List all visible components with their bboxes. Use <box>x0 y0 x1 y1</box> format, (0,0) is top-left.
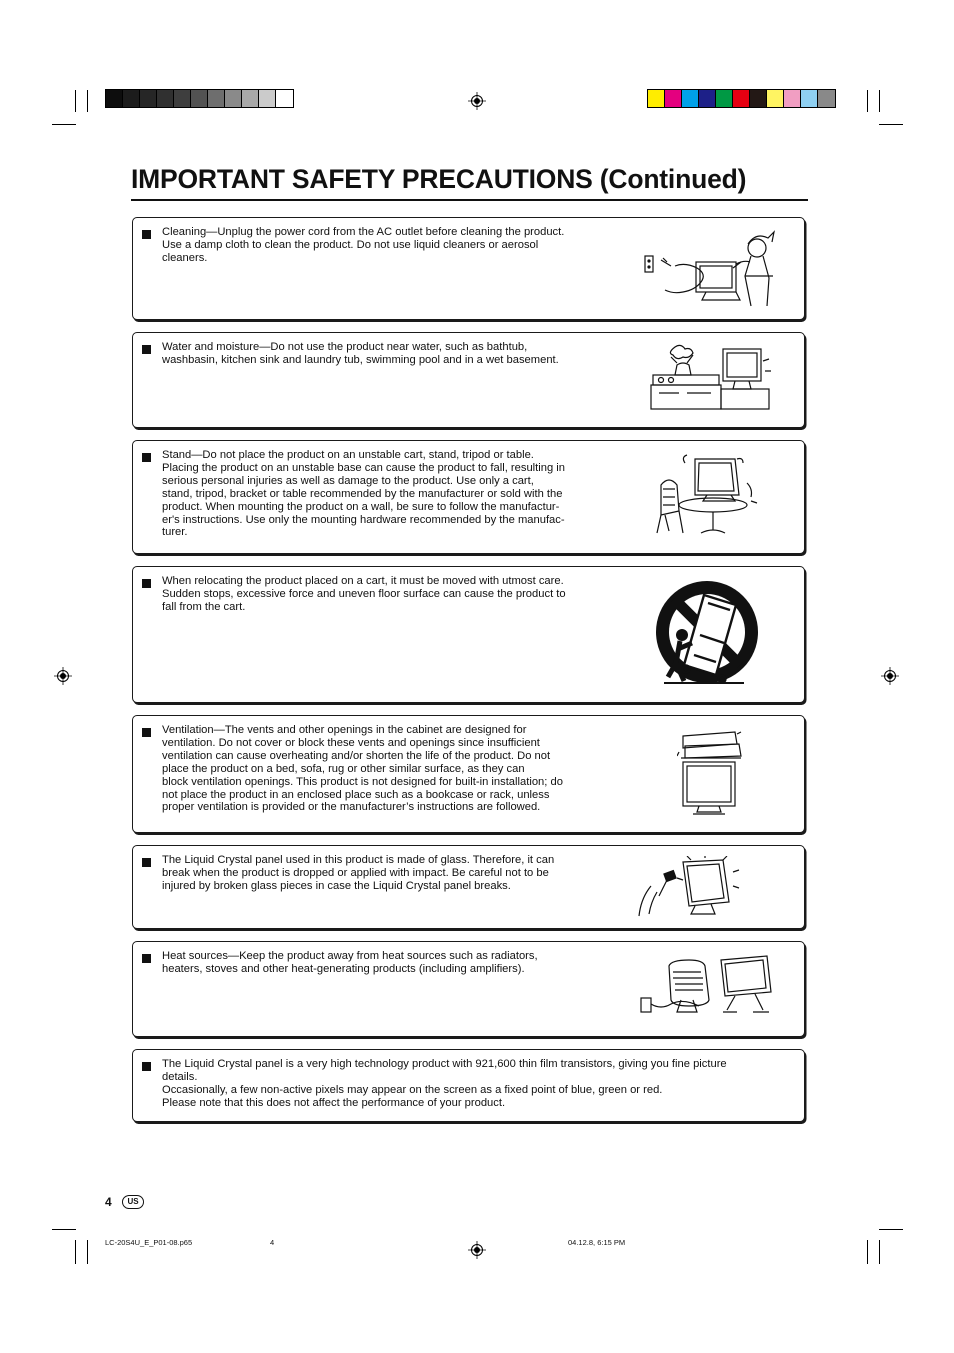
grayscale-color-bar <box>105 89 294 108</box>
color-swatch <box>225 90 242 107</box>
title-rule <box>131 199 808 201</box>
precaution-stand <box>132 440 805 554</box>
registration-mark-icon <box>881 667 899 685</box>
color-swatch <box>191 90 208 107</box>
bullet-square <box>142 954 151 963</box>
color-swatch <box>733 90 750 107</box>
crop-mark <box>867 90 868 112</box>
bullet-square <box>142 1062 151 1071</box>
crop-mark <box>87 1240 88 1264</box>
unstable-stand-icon <box>651 453 763 537</box>
page-number: 4 <box>105 1195 112 1209</box>
crop-mark <box>87 90 88 112</box>
unplug-cleaning-icon <box>641 226 781 308</box>
color-swatch <box>140 90 157 107</box>
color-swatch <box>123 90 140 107</box>
footer-file: LC-20S4U_E_P01-08.p65 <box>105 1238 193 1247</box>
precaution-text: The Liquid Crystal panel used in this product is made of glass. Therefore, it can break when the product is dropped or applied with impact. Be careful not to be injured by broken glass pieces in case the Liquid Crystal panel breaks. <box>162 854 555 892</box>
color-swatch <box>648 90 665 107</box>
precaution-glass <box>132 845 805 929</box>
color-swatch <box>106 90 123 107</box>
crop-mark <box>879 124 903 125</box>
footer-page: 4 <box>270 1238 275 1247</box>
precaution-water <box>132 332 805 428</box>
crop-mark <box>879 1229 903 1230</box>
bullet-square <box>142 453 151 462</box>
color-swatch <box>174 90 191 107</box>
color-swatch <box>699 90 716 107</box>
bullet-square <box>142 728 151 737</box>
ventilation-icon <box>677 728 747 820</box>
precaution-text: Cleaning—Unplug the power cord from the AC outlet before cleaning the product. Use a damp cloth to clean the product. Do not use liquid cleaners or aerosol cleaners. <box>162 226 565 264</box>
color-swatch <box>784 90 801 107</box>
heat-source-icon <box>639 954 775 1020</box>
bullet-square <box>142 858 151 867</box>
color-swatch <box>767 90 784 107</box>
color-swatch <box>665 90 682 107</box>
crop-mark <box>879 90 880 112</box>
cart-tipover-warning-icon <box>654 579 762 689</box>
footer-timestamp: 04.12.8, 6:15 PM <box>568 1238 626 1247</box>
registration-mark-icon <box>468 1241 486 1259</box>
registration-mark-icon <box>54 667 72 685</box>
crop-mark <box>879 1240 880 1264</box>
color-swatch <box>157 90 174 107</box>
precaution-ventilation <box>132 715 805 833</box>
color-swatch <box>682 90 699 107</box>
precaution-heat <box>132 941 805 1037</box>
water-moisture-icon <box>647 343 775 411</box>
crop-mark <box>52 124 76 125</box>
precaution-cart <box>132 566 805 703</box>
color-swatch <box>801 90 818 107</box>
precaution-text: Heat sources—Keep the product away from heat sources such as radiators, heaters, stoves and other heat-generating products (including amplifiers). <box>162 950 538 975</box>
precaution-text: When relocating the product placed on a cart, it must be moved with utmost care. Sudden stops, excessive force and uneven floor surface can cause the product to fall from the cart. <box>162 575 566 613</box>
page-title: IMPORTANT SAFETY PRECAUTIONS (Continued) <box>131 164 747 194</box>
color-swatch <box>259 90 276 107</box>
color-swatch <box>750 90 767 107</box>
bullet-square <box>142 345 151 354</box>
crop-mark <box>75 90 76 112</box>
color-swatch <box>276 90 293 107</box>
region-badge: US <box>122 1195 144 1209</box>
bullet-square <box>142 230 151 239</box>
precaution-cleaning <box>132 217 805 320</box>
color-swatch <box>818 90 835 107</box>
crop-mark <box>867 1240 868 1264</box>
precaution-text: Water and moisture—Do not use the product near water, such as bathtub, washbasin, kitchen sink and laundry tub, swimming pool and in a wet basement. <box>162 341 559 366</box>
precaution-lcd-pixels <box>132 1049 805 1122</box>
crop-mark <box>75 1240 76 1264</box>
registration-mark-icon <box>468 92 486 110</box>
precaution-text: Ventilation—The vents and other openings in the cabinet are designed for ventilation. Do not cover or block these vents and openings since insufficient ventilation can cause overheating and/or shorten the life of the product. Do not place the product on a bed, sofa, rug or other similar surface, as they can block ventilation openings. This product is not designed for built-in installation; do not place the product in an enclosed place such as a bookcase or rack, unless proper ventilation is provided or the manufacturer’s instructions are followed. <box>162 724 563 814</box>
glass-impact-icon <box>637 856 743 920</box>
precaution-text: Stand—Do not place the product on an unstable cart, stand, tripod or table. Placing the product on an unstable base can cause the product to fall, resulting in serious personal injuries as well as damage to the product. Use only a cart, stand, tripod, bracket or table recommended by the manufacturer or sold with the product. When mounting the product on a wall, be sure to follow the manufactur- er's instructions. Use only the mounting hardware recommended by the manufac- turer. <box>162 449 566 539</box>
color-swatch <box>208 90 225 107</box>
bullet-square <box>142 579 151 588</box>
crop-mark <box>52 1229 76 1230</box>
color-swatch <box>242 90 259 107</box>
process-color-bar <box>647 89 836 108</box>
precaution-text: The Liquid Crystal panel is a very high technology product with 921,600 thin film transistors, giving you fine picture details. Occasionally, a few non-active pixels may appear on the screen as a fixed point of blue, green or red. Please note that this does not affect the performance of your product. <box>162 1058 727 1109</box>
color-swatch <box>716 90 733 107</box>
